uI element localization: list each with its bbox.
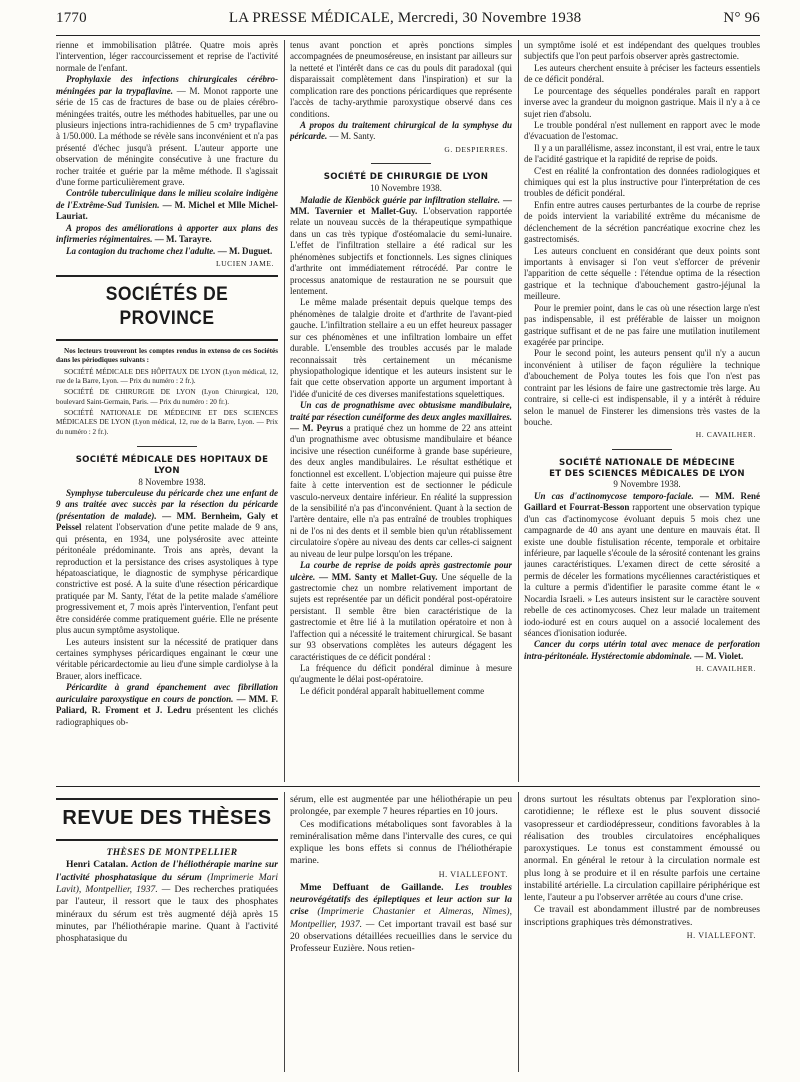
paragraph bbox=[56, 682, 278, 728]
society-heading: SOCIÉTÉ MÉDICALE DES HOPITAUX DE LYON bbox=[75, 455, 269, 476]
column-rule bbox=[284, 40, 285, 782]
note-item: SOCIÉTÉ DE CHIRURGIE DE LYON (Lyon Chirurgical, 120, boulevard Saint-Germain, Paris. — Prix du numéro : 20 fr.). bbox=[56, 388, 278, 406]
periodicals-note bbox=[56, 347, 278, 437]
thesis-body: Cet important travail est basé sur 20 observations détaillées recueillies dans le service du Professeur Euzière. Nous retien- bbox=[290, 918, 512, 955]
paragraph bbox=[524, 491, 760, 639]
thesis-publisher: (Imprimerie Chastanier et Almeras, Nîmes), Montpellier, 1937. — bbox=[290, 906, 512, 930]
column-3 bbox=[524, 40, 760, 784]
column-rule bbox=[518, 40, 519, 782]
column-rule bbox=[284, 792, 285, 1072]
report-author: — MM. René Gaillard et Fourrat-Besson bbox=[524, 490, 760, 513]
paragraph bbox=[56, 74, 278, 188]
society-heading: SOCIÉTÉ NATIONALE DE MÉDECINE bbox=[558, 458, 735, 469]
divider bbox=[290, 158, 512, 168]
column-2 bbox=[290, 40, 512, 784]
paragraph: sérum, elle est augmentée par une héliothérapie un peu prolongée, par exemple 7 heures réparties en 10 jours. bbox=[290, 794, 512, 818]
paragraph: Il y a un parallélisme, assez inconstant, il est vrai, entre le taux de l'acidité gastrique et la rapidité de reprise de poids. bbox=[524, 142, 760, 165]
note-intro: Nos lecteurs trouveront les comptes rendus in extenso de ces Sociétés dans les périodiques suivants : bbox=[56, 346, 278, 365]
paragraph: Pour le second point, les auteurs pensent qu'il n'y a aucun inconvénient à utiliser de façon régulière la technique d'abouchement de Polya toutes les fois que l'on n'est pas contraint par les lésions de faire une gastrectomie très large. Au contraire, si celle-ci est indispensable, il y a intérêt à réduire selon le manuel de Finsterer les dimensions très vastes de la bouche. bbox=[524, 348, 760, 427]
report-body: rapporte une série de 15 cas de fractures de base ou de plaies cérébro-méningées traités, outre les méthodes habituelles, par une ou plusieurs injections intra-rachidiennes de 5 cm³ trypaflavine à 1/50.000. La méthode se révèle sans inconvénient et n'a pas présenté d'échec jusqu'à présent. L'auteur apporte une observation de méningite consécutive à une fracture du rocher traitée et guérie par la même méthode. Il s'agissait d'une forme particulièrement grave. bbox=[56, 85, 278, 188]
report-author: — M. Tarayre. bbox=[154, 234, 212, 245]
signature: H. CAVAILHER. bbox=[695, 430, 756, 440]
paragraph bbox=[290, 560, 512, 663]
report-title: Un cas de prognathisme avec obtusisme mandibulaire, traité par résection cunéiforme des deux angles maxillaires. bbox=[290, 400, 512, 422]
revue-des-theses-box bbox=[56, 798, 278, 841]
divider bbox=[56, 441, 278, 451]
society-heading-line2: ET DES SCIENCES MÉDICALES DE LYON bbox=[549, 468, 745, 479]
issue-number: N° 96 bbox=[723, 10, 760, 26]
report-author: — M. Duguet. bbox=[217, 245, 273, 256]
societes-de-province-box bbox=[56, 275, 278, 341]
section-rule bbox=[56, 786, 760, 787]
report-title: Contrôle tuberculinique dans le milieu scolaire indigène de l'Extrême-Sud Tunisien. bbox=[56, 188, 278, 210]
signature: H. CAVAILHER. bbox=[695, 664, 756, 674]
report-title: A propos du traitement chirurgical de la symphyse du péricarde. bbox=[290, 119, 512, 142]
header-rule bbox=[56, 35, 760, 36]
society-heading: SOCIÉTÉ DE CHIRURGIE DE LYON bbox=[323, 172, 489, 183]
report-title: A propos des améliorations à apporter aux plans des infirmeries régimentaires. bbox=[56, 222, 278, 245]
session-date: 10 Novembre 1938. bbox=[370, 183, 442, 194]
paragraph: Le trouble pondéral n'est nullement en rapport avec le mode d'évacuation de l'estomac. bbox=[524, 119, 760, 142]
section-heading: SOCIÉTÉS DE PROVINCE bbox=[105, 283, 229, 329]
thesis-title: Les troubles neurovégétatifs des épileptiques et leur action sur la crise bbox=[290, 881, 512, 918]
signature: LUCIEN JAME. bbox=[215, 259, 274, 269]
report-author: — MM. Bernheim, Galy et Peissel bbox=[56, 510, 278, 533]
paragraph: drons surtout les résultats obtenus par l'exploration sino-carotidienne; le réflexe est le plus souvent dissocié vasopresseur et cardiodépresseur, conditions favorables à la réalisation des troubles circulatoires encéphaliques paroxystiques. Le tonus est constamment émoussé ou anormal. En général le retour à la circulation normale est plus long à se produire et il en résulte parfois une certaine instabilité artérielle. La circulation capillaire périphérique est lente, l'auteur a pu l'observer arrêtée au cours d'une crise. bbox=[524, 794, 760, 904]
report-title: Cancer du corps utérin total avec menace de perforation intra-péritonéale. Hystérectomie abdominale. bbox=[524, 639, 760, 661]
paragraph bbox=[524, 639, 760, 662]
paragraph: Le pourcentage des séquelles pondérales paraît en rapport inverse avec la grandeur du moignon gastrique. Mais il n'y a à ce sujet rien d'absolu. bbox=[524, 85, 760, 119]
report-author: — M. Monot bbox=[176, 85, 228, 96]
paragraph bbox=[56, 223, 278, 246]
paragraph: Pour le premier point, dans le cas où une résection large n'est pas indispensable, il est préférable de laisser un moignon gastrique suffisant et de ne pas faire une mutilation inutilement exagérée par principe. bbox=[524, 302, 760, 347]
report-title: Un cas d'actinomycose temporo-faciale. bbox=[534, 490, 694, 501]
report-author: — M. Michel et Mlle Michel-Lauriat. bbox=[56, 199, 278, 222]
paragraph bbox=[290, 882, 512, 956]
report-title: La courbe de reprise de poids après gastrectomie pour ulcère. bbox=[290, 560, 512, 582]
report-title: La contagion du trachome chez l'adulte. bbox=[66, 245, 216, 256]
column-rule bbox=[518, 792, 519, 1072]
session-date: 8 Novembre 1938. bbox=[138, 476, 206, 487]
note-item: SOCIÉTÉ MÉDICALE DES HÔPITAUX DE LYON (Lyon médical, 12, rue de la Barre, Lyon. — Prix du numéro : 2 fr.). bbox=[56, 367, 278, 385]
note-item: SOCIÉTÉ NATIONALE DE MÉDECINE ET DES SCIENCES MÉDICALES DE LYON (Lyon médical, 12, rue de la Barre, Lyon. — Prix du numéro : 2 fr.). bbox=[56, 408, 278, 436]
paragraph: Le même malade présentait depuis quelque temps des phénomènes de talalgie droite et d'arthrite de l'avant-pied gauche. L'infiltration stellaire a eu un effet heureux passager sur ces phénomènes et une infiltration lombaire un effet durable. L'ensemble des troubles accusés par le malade reconnaissait très certainement un mécanisme physiopathologique identique et les auteurs insistent sur le fait que cette observation apporte un argument important à l'idée d'unicité de ces diverses manifestations squelettiques. bbox=[290, 297, 512, 399]
thesis-author: Henri Catalan. bbox=[66, 859, 129, 871]
column-1 bbox=[56, 40, 278, 784]
paragraph: Le déficit pondéral apparaît habituellement comme bbox=[300, 685, 485, 696]
paragraph bbox=[56, 246, 278, 257]
report-body: présentent les clichés radiographiques ob- bbox=[56, 705, 278, 727]
report-author: — MM. F. Paliard, R. Froment et J. Ledru bbox=[56, 693, 278, 716]
paragraph bbox=[56, 188, 278, 222]
paragraph: Les auteurs cherchent ensuite à préciser les facteurs essentiels de ce déficit pondéral. bbox=[524, 62, 760, 85]
paragraph bbox=[290, 120, 512, 143]
session-date: 9 Novembre 1938. bbox=[613, 479, 681, 490]
report-title: Symphyse tuberculeuse du péricarde chez une enfant de 9 ans traitée avec succès par la résection du péricarde (présentation de malade). bbox=[56, 488, 278, 521]
signature: H. VIALLEFONT. bbox=[438, 869, 508, 879]
paragraph bbox=[56, 859, 278, 945]
running-head bbox=[56, 10, 760, 34]
thesis-body: Des recherches pratiquées par l'auteur, il ressort que le taux des phosphates minéraux du sérum est très augmenté déjà après 15 minutes, par l'héliothérapie marine. Quant à l'activité phosphatasique du bbox=[56, 883, 278, 945]
journal-title: LA PRESSE MÉDICALE, Mercredi, 30 Novembre 1938 bbox=[228, 10, 582, 26]
report-body: relatent l'observation d'une petite malade de 9 ans, qui présenta, en 1934, une polysérosite avec atteinte péritonéale prédominante. Trois ans après, devant la reproduction et la persistance des crises asystoliques à type hépatoasciatique, le diagnostic de symphyse péricardique constrictive est posé. A la suite d'une résection péricardique pratiquée par M. Santy, l'état de la petite malade s'améliore progressivement et, 7 mois après l'intervention, l'enfant peut être considérée comme pratiquement guérie. Elle ne présente plus aucun symptôme asystolique. bbox=[56, 522, 278, 636]
paragraph bbox=[290, 400, 512, 560]
report-author: — M. Peyrus bbox=[290, 423, 344, 434]
signature: G. DESPIERRES. bbox=[444, 144, 508, 154]
paragraph: tenus avant ponction et après ponctions simples accompagnées de pneumoséreuse, en insistant par ailleurs sur la netteté et l'intérêt dans ce cas du pouls dit paradoxal (qui disparaissait complètement dans l'inspiration) et sur la complication rare des ponctions péricardiques que représente l'accès de tachy-arythmie paroxystique observé dans ces conditions. bbox=[290, 40, 512, 119]
thesis-author: Mme Deffuant de Gaillande. bbox=[300, 881, 444, 893]
section-heading: REVUE DES THÈSES bbox=[62, 807, 272, 829]
report-body: Une séquelle de la gastrectomie chez un nombre relativement important de sujets est représentée par un déficit pondéral post-opératoire persistant. Il semble être bien caractéristique de la gastrectomie et être lié à la mutilation opératoire et non à l'affection qui a nécessité le traitement chirurgical. Se basant sur 93 observations complètes les auteurs dégagent les caractéristiques de ce déficit pondéral : bbox=[290, 571, 512, 662]
page-number: 1770 bbox=[56, 10, 87, 26]
paragraph: La fréquence du déficit pondéral diminue à mesure qu'augmente le délai post-opératoire. bbox=[290, 662, 512, 685]
theses-column-1 bbox=[56, 794, 278, 1074]
divider bbox=[524, 444, 760, 454]
paragraph bbox=[290, 195, 512, 298]
report-body: L'observation rapportée relate un nouveau succès de la thérapeutique sympathique dans un cas très typique d'ostéomalacie du semi-lunaire. L'effet de l'infiltration stellaire a été radical sur les phénomènes subjectifs et fonctionnels. Les signes cliniques d'arthrite ont immédiatement rétrocédé. Par contre le processus anatomique de restauration ne se poursuit que lentement. bbox=[290, 206, 512, 296]
report-title: Maladie de Kienböck guérie par infiltration stellaire. bbox=[300, 194, 501, 205]
report-body: rapportent une observation typique d'un cas d'actinomycose évoluant depuis 5 mois chez une campagnarde de 40 ans ayant une denture en mauvais état. Il existe une double fistulisation récente, temporale et orbitaire inférieure, par laquelle s'écoule de la sérosité contenant les grains jaunes caractéristiques. L'examen direct de cette sérosité a permis de déceler les formations mycéliennes caractéristiques et la culture a permis d'identifier le parasite comme étant le « Nocardia Israeli. » Les auteurs insistent sur le caractère souvent rebelle de ces actinomycoses. Chez leur malade un traitement iodo-ioduré est en cours auquel on a associé localement des séances d'ionisation iodurée. bbox=[524, 502, 760, 638]
report-title: Prophylaxie des infections chirurgicales cérébro-méningées par la trypaflavine. bbox=[56, 74, 278, 96]
paragraph: un symptôme isolé et est indépendant des quelques troubles subjectifs que l'on peut parfois observer après gastrectomie. bbox=[524, 40, 760, 62]
paragraph bbox=[56, 488, 278, 636]
theses-subheading: THÈSES DE MONTPELLIER bbox=[106, 848, 238, 859]
paragraph: Ce travail est abondamment illustré par de nombreuses inscriptions graphiques très démonstratives. bbox=[524, 904, 760, 928]
paragraph: Enfin entre autres causes perturbantes de la courbe de reprise de poids intervient la variabilité extrême du mécanisme de déclenchement de la sécrétion pancréatique exocrine chez les gastrectomisés. bbox=[524, 199, 760, 245]
report-title: Péricardite à grand épanchement avec fibrillation auriculaire paroxystique en cours de ponction. bbox=[56, 682, 278, 704]
report-author: — MM. Santy et Mallet-Guy. bbox=[319, 571, 438, 582]
theses-column-3 bbox=[524, 794, 760, 1074]
report-author: — M. Santy. bbox=[329, 131, 376, 142]
thesis-title: Action de l'héliothérapie marine sur l'activité phosphatasique du sérum bbox=[56, 859, 278, 883]
paragraph: C'est en réalité la confrontation des données radiologiques et chimiques qui est la plus instructive pour l'interprétation de ces troubles de déficit pondéral. bbox=[524, 165, 760, 199]
report-author: — MM. Tavernier et Mallet-Guy. bbox=[290, 194, 512, 217]
report-body: a pratiqué chez un homme de 22 ans atteint d'un prognathisme avec obtusisme mandibulaire et béance incisive une résection cunéiforme à grande base supérieure, des deux angles mandibulaires. Le résultat esthétique et fonctionnel est excellent. L'objection majeure qui puisse être faite à cette intervention est de sectionner le pédicule vasculo-nerveux dentaire inférieur. En réalité la suppression de la sensibilité n'a pas d'inconvénient. Quant à la section de l'artère dentaire, elle n'a pas entraîné de troubles trophiques ni de l'os ni des dents et il semble bien qu'un rétablissement circulatoire s'opère au niveau des dents car celles-ci saignent au niveau de leur pulpe lorsqu'on les trépane. bbox=[290, 423, 512, 559]
report-author: — M. Violet. bbox=[694, 650, 744, 661]
signature: H. VIALLEFONT. bbox=[686, 930, 756, 940]
paragraph: Les auteurs insistent sur la nécessité de pratiquer dans certaines symphyses péricardiques engainant le cœur une véritable péricardectomie au lieu d'une simple cardiolyse à la Brauer, alors inefficace. bbox=[56, 636, 278, 681]
paragraph: Les auteurs concluent en considérant que deux points sont importants à envisager si l'on veut s'efforcer de prévenir l'apparition de cette séquelle : l'étendue optima de la résection gastrique et la technique d'abouchement gastro-jéjunal la meilleure. bbox=[524, 245, 760, 302]
thesis-publisher: (Imprimerie Mari Lavit), Montpellier, 1937. — bbox=[56, 871, 278, 895]
paragraph: Ces modifications métaboliques sont favorables à la reminéralisation même dans l'intervalle des cures, ce qui explique les bons effets si connus de l'héliothérapie marine. bbox=[290, 818, 512, 867]
theses-column-2 bbox=[290, 794, 512, 1074]
paragraph: rienne et immobilisation plâtrée. Quatre mois après l'intervention, léger raccourcissement et reprise de l'activité normale de l'enfant. bbox=[56, 40, 278, 73]
